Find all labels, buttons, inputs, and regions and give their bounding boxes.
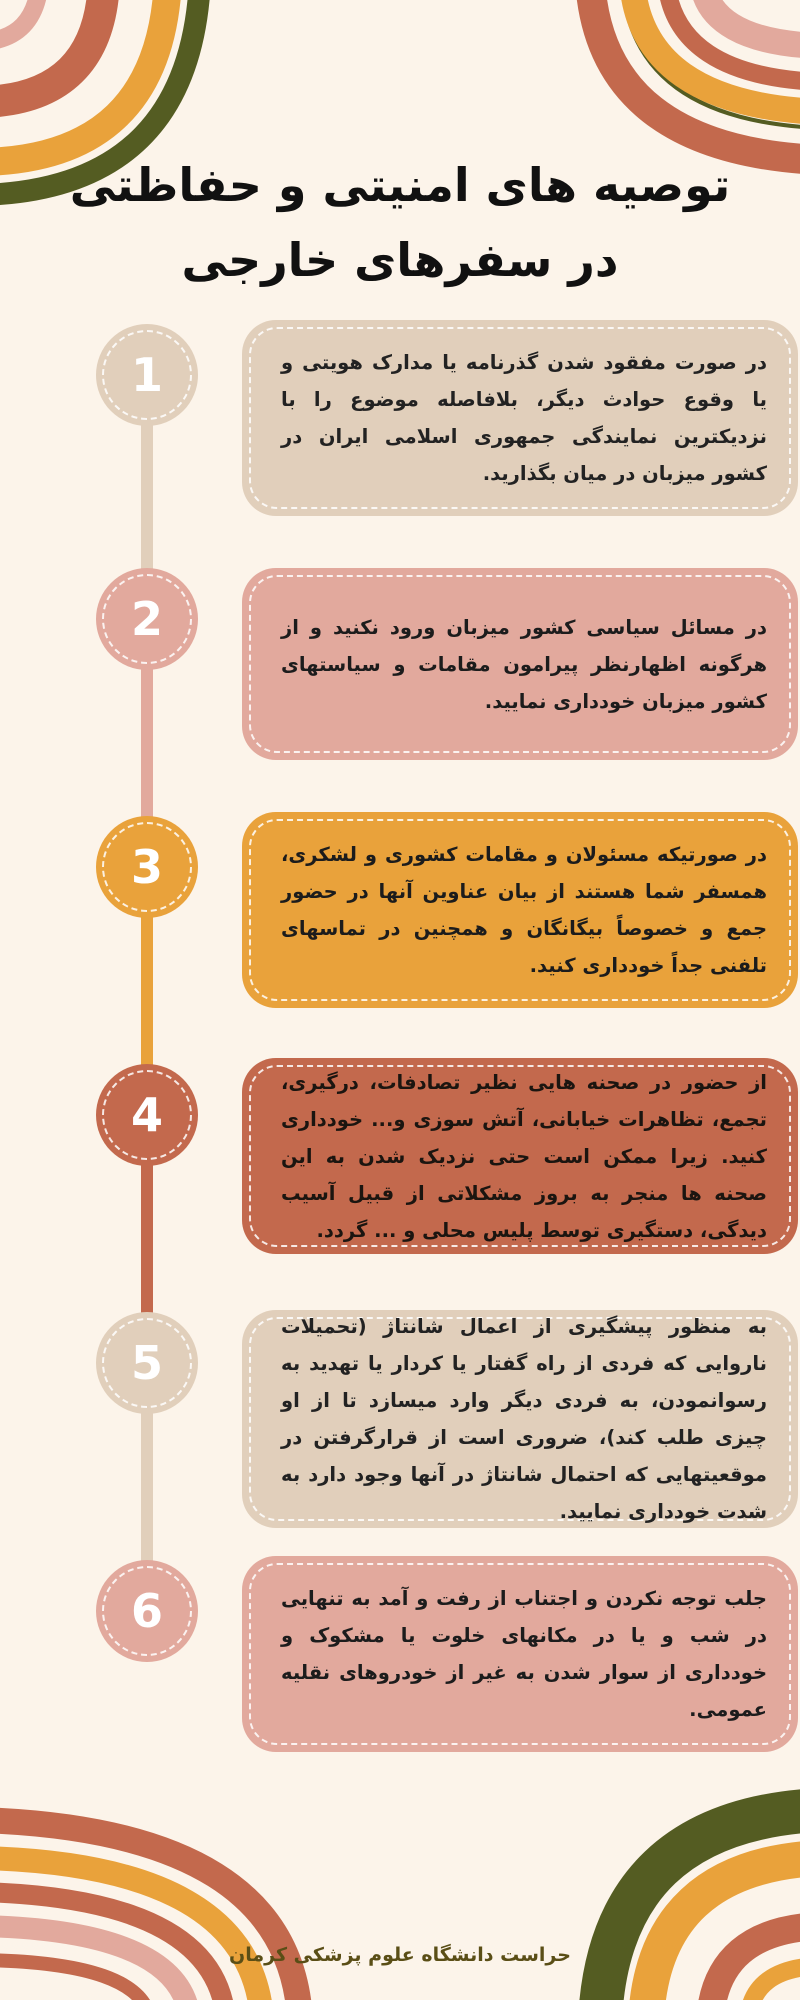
step-number: 1 — [102, 330, 192, 420]
tip-text: به منظور پیشگیری از اعمال شانتاژ (تحمیلات ناروایی که فردی از راه گفتار یا کردار یا تهدید به رسوانمودن، به فردی دیگر وارد میسازد تا از او چیزی طلب کند)، ضروری است از قرارگرفتن در موقعیتهایی که احتمال شانتاژ در آنها وجود دارد به شدت خودداری نمایید. — [281, 1315, 767, 1523]
timeline-segment-5 — [141, 1402, 153, 1570]
step-number-circle — [96, 1064, 198, 1166]
tip-card — [242, 1310, 798, 1528]
step-number-circle — [96, 568, 198, 670]
decorative-arcs-bottom-right — [570, 1780, 800, 2000]
decorative-arcs-bottom-left — [0, 1800, 320, 2000]
tip-card — [242, 568, 798, 760]
tip-card — [242, 1058, 798, 1254]
tip-text: جلب توجه نکردن و اجتناب از رفت و آمد به تنهایی در شب و یا در مکانهای خلوت یا مشکوک و خودداری از سوار شدن به غیر از خودروهای نقلیه عمومی. — [281, 1587, 767, 1721]
step-number-circle — [96, 1312, 198, 1414]
page-title-line-2: در سفرهای خارجی — [181, 233, 619, 287]
tip-card — [242, 812, 798, 1008]
footer-credit: حراست دانشگاه علوم پزشکی کرمان — [229, 1944, 571, 1966]
tip-text: از حضور در صحنه هایی نظیر تصادفات، درگیری، تجمع، تظاهرات خیابانی، آتش سوزی و... خودداری کنید. زیرا ممکن است حتی نزدیک شدن به این صحنه ها منجر به بروز مشکلاتی از قبیل آسیب دیدگی، دستگیری توسط پلیس محلی و ... گردد. — [281, 1070, 767, 1242]
tip-text: در مسائل سیاسی کشور میزبان ورود نکنید و از هرگونه اظهارنظر پیرامون مقامات و سیاستهای کشور میزبان خودداری نمایید. — [281, 615, 767, 713]
timeline-segment-3 — [141, 906, 153, 1074]
tip-text: در صورتیکه مسئولان و مقامات کشوری و لشکری، همسفر شما هستند از بیان عناوین آنها در حضور جمع و خصوصاً بیگانگان و همچنین در تماسهای تلفنی جداً خودداری کنید. — [281, 843, 767, 977]
step-number-circle — [96, 1560, 198, 1662]
timeline-segment-1 — [141, 410, 153, 578]
step-number: 4 — [102, 1070, 192, 1160]
step-number: 2 — [102, 574, 192, 664]
tip-card — [242, 320, 798, 516]
step-number-circle — [96, 816, 198, 918]
step-number-circle — [96, 324, 198, 426]
step-number: 5 — [102, 1318, 192, 1408]
step-number: 3 — [102, 822, 192, 912]
timeline-segment-4 — [141, 1154, 153, 1322]
step-number: 6 — [102, 1566, 192, 1656]
page-title-line-1: توصیه های امنیتی و حفاظتی — [69, 158, 731, 212]
tip-text: در صورت مفقود شدن گذرنامه یا مدارک هویتی و یا وقوع حوادث دیگر، بلافاصله موضوع را با نزدیکترین نمایندگی جمهوری اسلامی ایران در کشور میزبان در میان بگذارید. — [281, 351, 767, 485]
timeline-segment-2 — [141, 658, 153, 826]
tip-card — [242, 1556, 798, 1752]
